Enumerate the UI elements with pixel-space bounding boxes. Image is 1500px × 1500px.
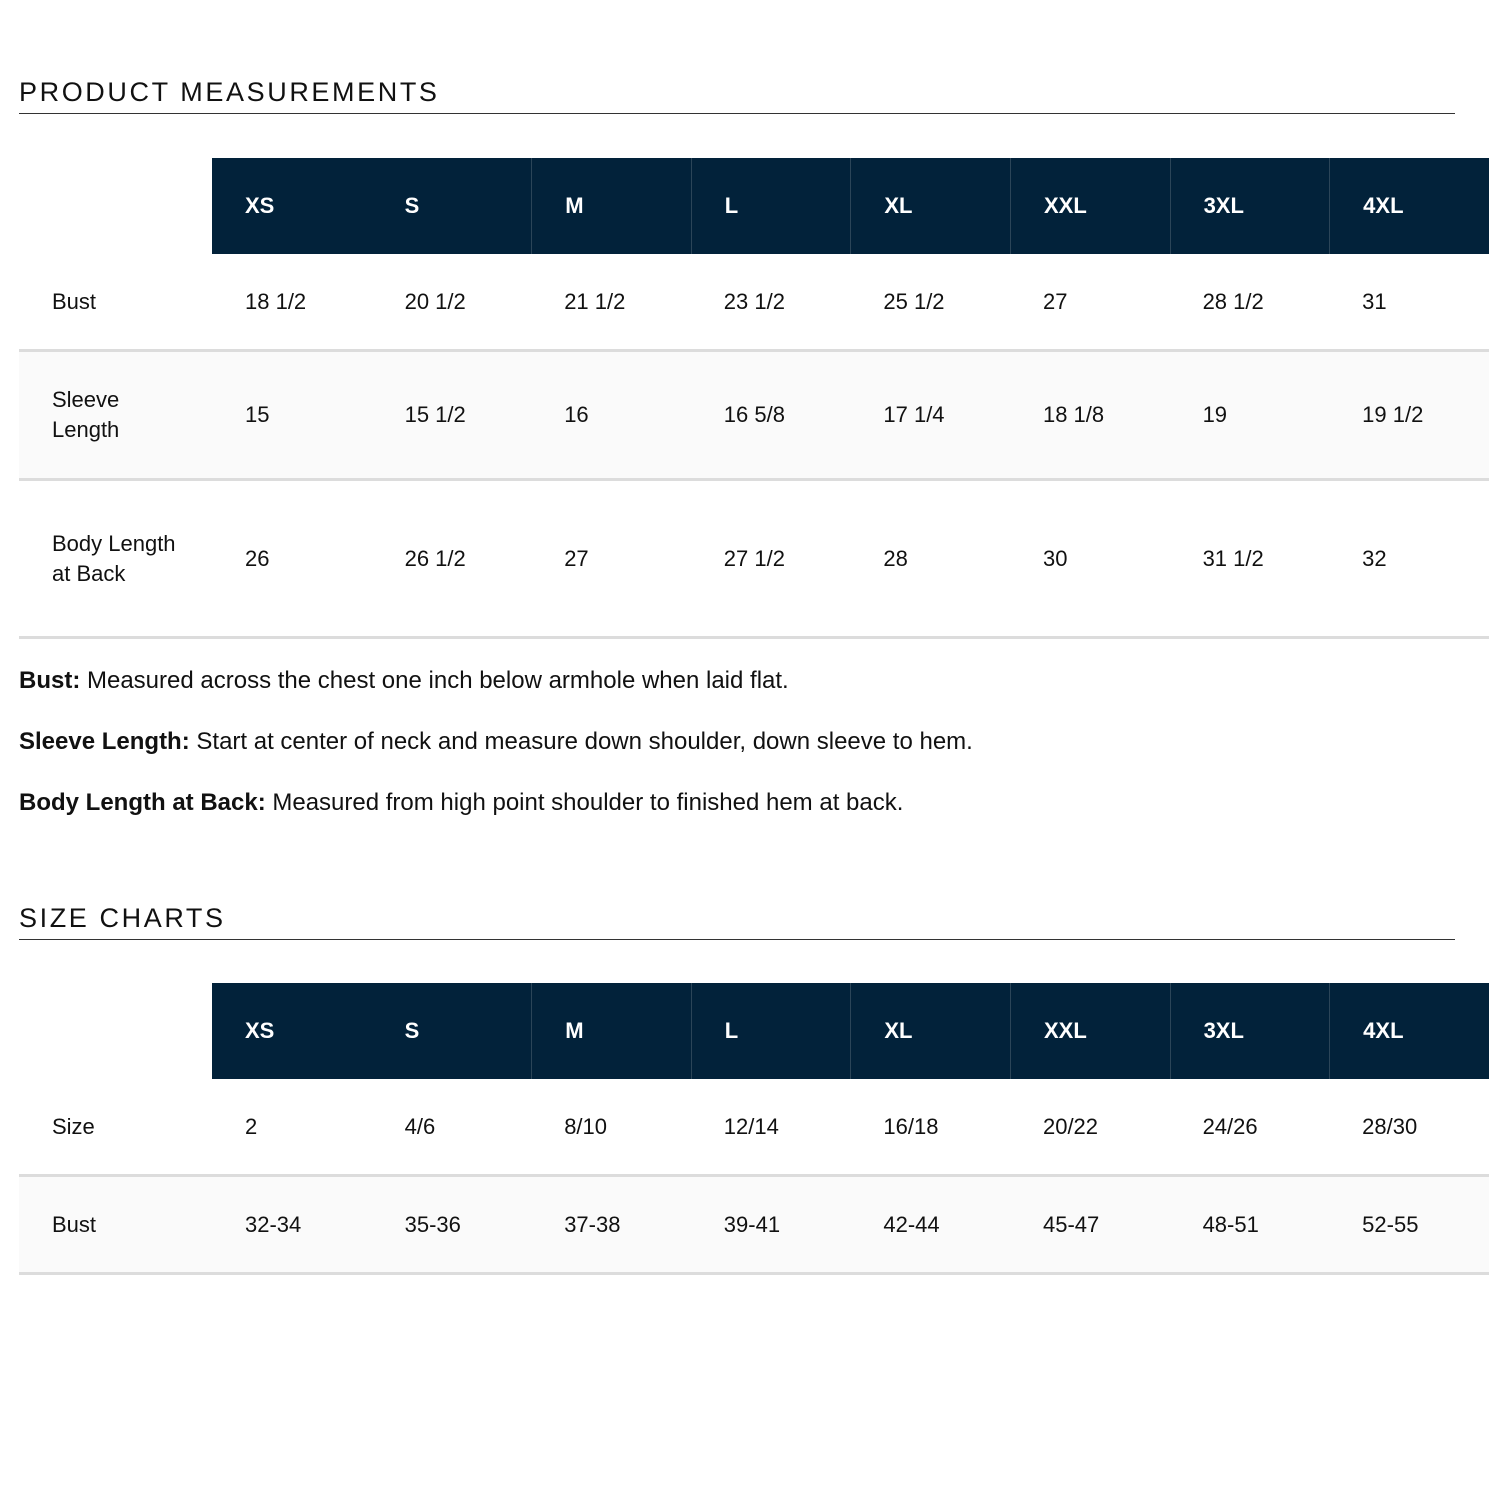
size-header-s: S [404, 1018, 420, 1043]
table-cell: 21 1/2 [564, 288, 626, 314]
note-text: Measured from high point shoulder to finished hem at back. [265, 789, 904, 816]
row-label: Sleeve Length [52, 387, 120, 442]
table-cell: 48-51 [1202, 1211, 1259, 1237]
note-text: Start at center of neck and measure down shoulder, down sleeve to hem. [189, 728, 973, 755]
note-term: Sleeve Length: [19, 728, 190, 755]
size-header-xs: XS [245, 193, 275, 218]
table-row-size [19, 1079, 1489, 1177]
table-cell: 31 1/2 [1202, 545, 1264, 571]
table-cell: 52-55 [1362, 1211, 1419, 1237]
table-row-bust [19, 254, 1489, 352]
table-cell: 45-47 [1042, 1211, 1100, 1237]
table-cell: 17 1/4 [883, 402, 945, 427]
table-cell: 16 [564, 402, 589, 427]
table-cell: 16 5/8 [723, 402, 785, 427]
size-header-xxl: XXL [1010, 983, 1170, 1079]
measurement-notes [19, 664, 1419, 847]
table-cell: 32-34 [245, 1211, 302, 1237]
table-cell: 20 1/2 [404, 288, 466, 314]
table-row-sleeve-length [19, 352, 1489, 481]
row-label: Body Length at Back [52, 530, 176, 586]
table-cell: 2 [245, 1113, 258, 1139]
table-cell: 27 [1042, 288, 1068, 314]
table-cell: 23 1/2 [723, 288, 785, 314]
table-cell: 28 [883, 545, 908, 571]
size-header-m: M [531, 983, 691, 1079]
table-cell: 19 1/2 [1362, 402, 1424, 427]
size-header-3xl: 3XL [1170, 158, 1330, 254]
row-label: Bust [52, 1211, 97, 1237]
table-cell: 27 [564, 545, 589, 571]
table-cell: 15 1/2 [404, 402, 466, 427]
table-cell: 19 [1202, 402, 1228, 427]
table-cell: 25 1/2 [883, 288, 945, 314]
note-term: Bust: [19, 667, 81, 694]
note-body-length-at-back [19, 786, 1419, 820]
note-sleeve-length [19, 725, 1419, 759]
size-header-l: L [691, 983, 851, 1079]
size-header-4xl: 4XL [1329, 983, 1489, 1079]
table-cell: 26 [245, 545, 270, 571]
size-header-s: S [404, 193, 420, 218]
table-cell: 15 [245, 402, 270, 427]
table-cell: 18 1/2 [245, 288, 307, 314]
product-measurements-title: PRODUCT MEASUREMENTS [19, 77, 1455, 114]
size-charts-table [19, 983, 1489, 1275]
row-label: Size [52, 1113, 95, 1139]
product-measurements-table [19, 158, 1489, 639]
table-cell: 20/22 [1042, 1113, 1099, 1139]
table-cell: 28/30 [1362, 1113, 1418, 1139]
table-cell: 28 1/2 [1202, 288, 1264, 314]
size-header-xl: XL [850, 983, 1010, 1079]
size-header-row [212, 158, 1489, 254]
table-cell: 26 1/2 [404, 545, 466, 571]
table-cell: 37-38 [564, 1211, 621, 1237]
table-cell: 39-41 [723, 1211, 781, 1237]
size-header-4xl: 4XL [1329, 158, 1489, 254]
table-cell: 4/6 [404, 1113, 436, 1139]
table-cell: 30 [1042, 545, 1068, 571]
table-cell: 42-44 [883, 1211, 940, 1237]
note-text: Measured across the chest one inch below armhole when laid flat. [80, 667, 789, 694]
table-cell: 18 1/8 [1042, 402, 1105, 427]
size-charts-title: SIZE CHARTS [19, 903, 1455, 940]
table-row-body-length-at-back [19, 481, 1489, 639]
size-header-3xl: 3XL [1170, 983, 1330, 1079]
table-cell: 32 [1362, 545, 1387, 571]
table-row-bust [19, 1177, 1489, 1275]
table-cell: 16/18 [883, 1113, 939, 1139]
row-label: Bust [52, 288, 97, 314]
size-header-xl: XL [850, 158, 1010, 254]
note-bust [19, 664, 1419, 698]
table-cell: 31 [1362, 288, 1387, 314]
size-header-m: M [531, 158, 691, 254]
size-header-l: L [691, 158, 851, 254]
table-cell: 27 1/2 [723, 545, 785, 571]
table-cell: 12/14 [723, 1113, 779, 1139]
size-header-xxl: XXL [1010, 158, 1170, 254]
size-header-xs: XS [245, 1018, 275, 1043]
table-cell: 24/26 [1202, 1113, 1258, 1139]
table-cell: 8/10 [564, 1113, 608, 1139]
size-header-row [212, 983, 1489, 1079]
note-term: Body Length at Back: [19, 789, 266, 816]
table-cell: 35-36 [404, 1211, 461, 1237]
